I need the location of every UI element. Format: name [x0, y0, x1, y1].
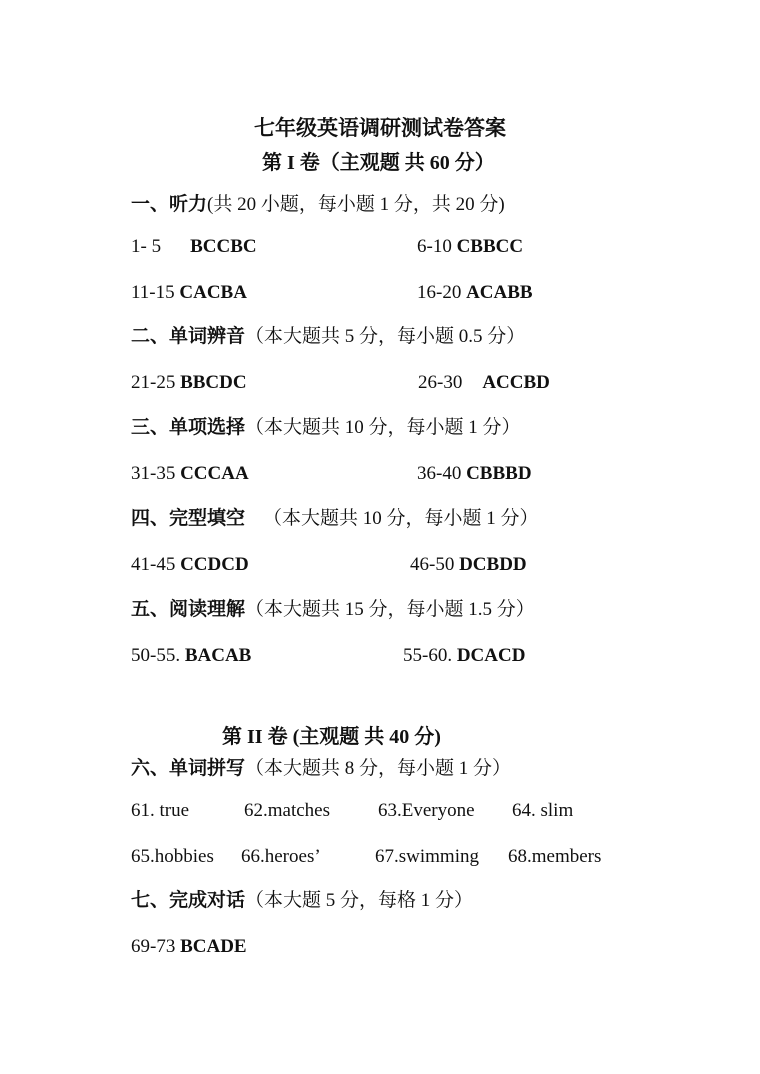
question-range: 21-25 — [131, 372, 176, 393]
section-3-heading — [131, 418, 521, 437]
section-4-heading — [131, 509, 539, 528]
question-range: 50-55. — [131, 645, 181, 666]
answer-row — [131, 237, 257, 256]
question-range: 46-50 — [410, 554, 455, 575]
question-range: 16-20 — [417, 282, 462, 303]
word-answer: 61. true — [131, 800, 190, 821]
answers: ACABB — [466, 282, 533, 303]
question-range: 11-15 — [131, 282, 175, 303]
question-range: 69-73 — [131, 936, 176, 957]
section-2-heading — [131, 327, 525, 346]
answers: BACAB — [184, 645, 252, 666]
answers: ACCBD — [482, 372, 550, 393]
section-6-title: 六、单词拼写 — [131, 758, 246, 779]
section-7-heading — [131, 891, 473, 910]
section-6-heading — [131, 759, 511, 778]
answers: BCCBC — [190, 236, 257, 257]
answers: CCDCD — [180, 554, 249, 575]
answer-row — [131, 464, 249, 483]
section-1-heading — [131, 195, 505, 214]
word-answer: 68.members — [508, 846, 602, 867]
section-4-note: （本大题共 10 分，每小题 1 分） — [263, 508, 539, 529]
answer-row — [131, 646, 251, 665]
question-range: 6-10 — [417, 236, 452, 257]
answer-row — [417, 283, 533, 302]
answer-row — [418, 373, 550, 392]
answers: BCADE — [180, 936, 247, 957]
question-range: 1- 5 — [131, 236, 162, 257]
answer-row — [131, 555, 249, 574]
question-range: 26-30 — [418, 372, 463, 393]
section-5-title: 五、阅读理解 — [131, 599, 246, 620]
question-range: 55-60. — [403, 645, 453, 666]
word-answer: 63.Everyone — [378, 800, 475, 821]
part-2-heading: 第 II 卷 (主观题 共 40 分) — [222, 726, 441, 748]
section-5-note: （本大题共 15 分，每小题 1.5 分） — [245, 599, 535, 620]
word-answer: 65.hobbies — [131, 846, 214, 867]
part-1-heading: 第 I 卷（主观题 共 60 分） — [262, 152, 495, 174]
question-range: 36-40 — [417, 463, 462, 484]
answer-row — [417, 464, 532, 483]
section-5-heading — [131, 600, 535, 619]
answer-row — [403, 646, 525, 665]
section-1-note: (共 20 小题，每小题 1 分，共 20 分) — [207, 194, 505, 215]
section-2-note: （本大题共 5 分，每小题 0.5 分） — [245, 326, 526, 347]
word-answer: 66.heroes’ — [241, 846, 321, 867]
word-answer: 67.swimming — [375, 846, 479, 867]
section-1-title: 一、听力 — [131, 194, 208, 215]
word-answer: 64. slim — [512, 800, 574, 821]
question-range: 41-45 — [131, 554, 176, 575]
answer-row — [131, 937, 247, 956]
answer-row — [131, 283, 247, 302]
question-range: 31-35 — [131, 463, 176, 484]
section-7-title: 七、完成对话 — [131, 890, 246, 911]
answers: CCCAA — [180, 463, 249, 484]
section-3-title: 三、单项选择 — [131, 417, 246, 438]
answer-row — [131, 373, 247, 392]
section-2-title: 二、单词辨音 — [131, 326, 246, 347]
answers: CACBA — [179, 282, 247, 303]
section-3-note: （本大题共 10 分，每小题 1 分） — [245, 417, 521, 438]
section-6-note: （本大题共 8 分，每小题 1 分） — [245, 758, 512, 779]
answers: DCBDD — [459, 554, 527, 575]
answers: CBBBD — [466, 463, 532, 484]
answers: DCACD — [456, 645, 526, 666]
document-title: 七年级英语调研测试卷答案 — [254, 116, 506, 140]
section-4-title: 四、完型填空 — [131, 508, 246, 529]
answers: CBBCC — [456, 236, 524, 257]
answer-row — [410, 555, 527, 574]
section-7-note: （本大题 5 分，每格 1 分） — [245, 890, 474, 911]
answers: BBCDC — [180, 372, 247, 393]
answer-row — [417, 237, 523, 256]
word-answer: 62.matches — [244, 800, 331, 821]
